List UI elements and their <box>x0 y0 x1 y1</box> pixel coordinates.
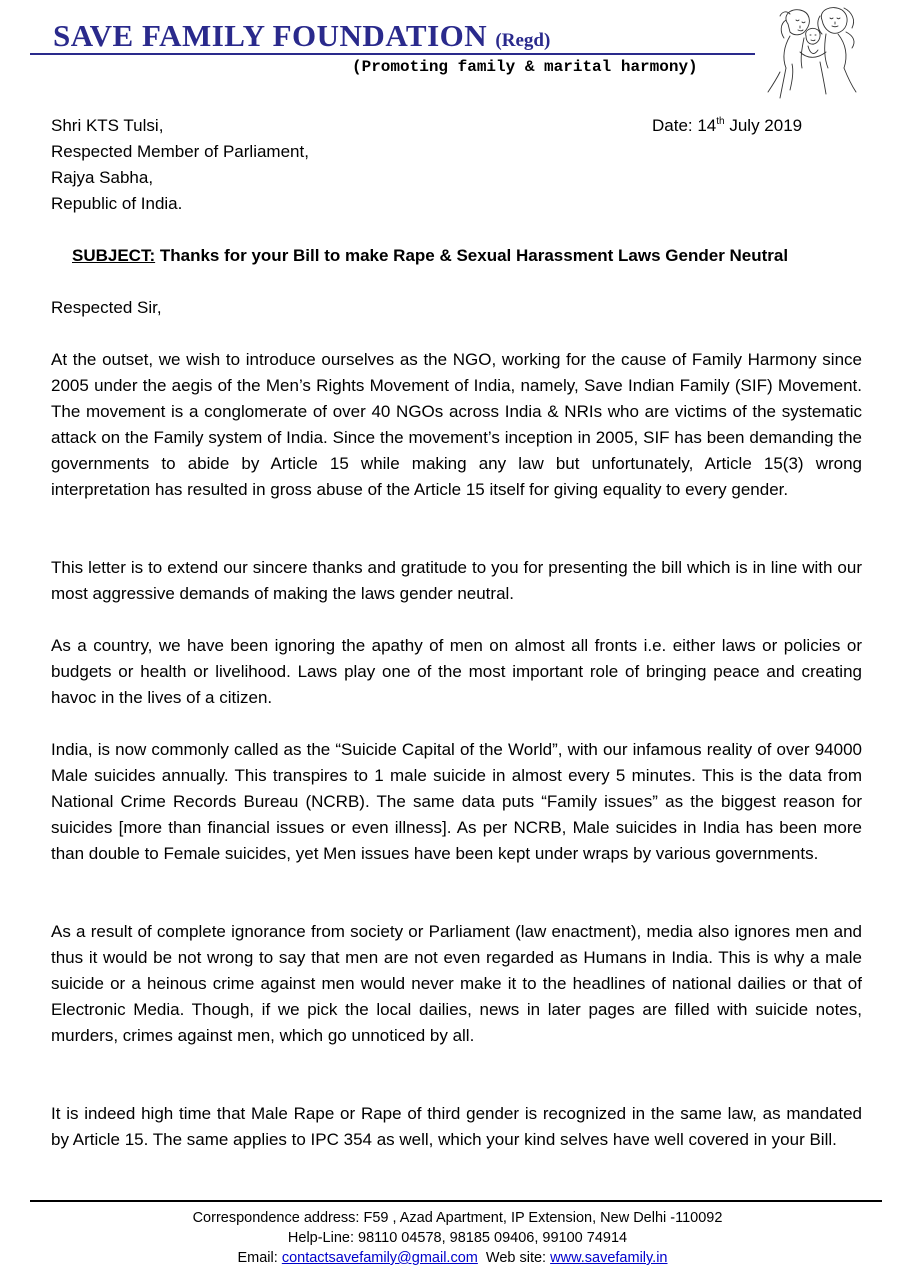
website-link[interactable]: www.savefamily.in <box>550 1250 668 1266</box>
date-rest: July 2019 <box>724 116 803 135</box>
date-label: Date: 14 <box>652 116 717 135</box>
date-ordinal: th <box>716 116 725 127</box>
email-link[interactable]: contactsavefamily@gmail.com <box>281 1250 478 1266</box>
body-paragraph: It is indeed high time that Male Rape or Rape of third gender is recognized in the same law, as mandated by Article 15. The same applies to IPC 354 as well, which your kind selves have well covered in your Bill. <box>51 1104 862 1149</box>
body-paragraph: As a country, we have been ignoring the apathy of men on almost all fronts i.e. either laws or policies or budgets or health or livelihood. Laws play one of the most important role of bringing peace and creating havoc in the lives of a citizen. <box>51 636 862 707</box>
email-label: Email: <box>237 1250 282 1266</box>
recipient-address <box>51 113 309 217</box>
recipient-line: Rajya Sabha, <box>51 168 154 187</box>
org-name: SAVE FAMILY FOUNDATION <box>53 18 488 53</box>
letter-date <box>652 113 802 139</box>
footer-helpline: Help-Line: 98110 04578, 98185 09406, 99100 74914 <box>287 1230 628 1246</box>
website-label: Web site: <box>477 1250 551 1266</box>
tagline: (Promoting family & marital harmony) <box>352 58 698 76</box>
salutation: Respected Sir, <box>51 298 162 317</box>
footer <box>0 1208 905 1268</box>
subject-line <box>72 243 788 269</box>
footer-contact <box>0 1248 905 1268</box>
recipient-line: Republic of India. <box>51 194 183 213</box>
family-sketch-icon <box>760 2 870 100</box>
body-paragraph: This letter is to extend our sincere thanks and gratitude to you for presenting the bill which is in line with our most aggressive demands of making the laws gender neutral. <box>51 558 862 603</box>
body-paragraph: At the outset, we wish to introduce ourselves as the NGO, working for the cause of Family Harmony since 2005 under the aegis of the Men’s Rights Movement of India, namely, Save Indian Family (SIF) Movement. The movement is a conglomerate of over 40 NGOs across India & NRIs who are victims of the systematic attack on the Family system of India. Since the movement’s inception in 2005, SIF has been demanding the governments to abide by Article 15 while making any law but unfortunately, Article 15(3) wrong interpretation has resulted in gross abuse of the Article 15 itself for giving equality to every gender. <box>51 350 862 499</box>
footer-divider <box>30 1200 882 1202</box>
subject-label: SUBJECT: <box>72 246 156 265</box>
footer-address: Correspondence address: F59 , Azad Apartment, IP Extension, New Delhi -110092 <box>192 1210 723 1226</box>
subject-text: Thanks for your Bill to make Rape & Sexual Harassment Laws Gender Neutral <box>155 246 789 265</box>
org-name-heading <box>53 18 550 54</box>
org-regd: (Regd) <box>495 30 551 51</box>
header-divider <box>30 53 755 55</box>
recipient-line: Respected Member of Parliament, <box>51 142 309 161</box>
body-paragraph: As a result of complete ignorance from society or Parliament (law enactment), media also ignores men and thus it would be not wrong to say that men are not even regarded as Humans in India. This is why a male suicide or a heinous crime against men would never make it to the headlines of national dailies or that of Electronic Media. Though, if we pick the local dailies, news in later pages are filled with suicide notes, murders, crimes against men, which go unnoticed by all. <box>51 922 862 1045</box>
body-paragraph: India, is now commonly called as the “Suicide Capital of the World”, with our infamous reality of over 94000 Male suicides annually. This transpires to 1 male suicide in almost every 5 minutes. This is the data from National Crime Records Bureau (NCRB). The same data puts “Family issues” as the biggest reason for suicides [more than financial issues or even illness]. As per NCRB, Male suicides in India has been more than double to Female suicides, yet Men issues have been kept under wraps by various governments. <box>51 740 862 863</box>
recipient-line: Shri KTS Tulsi, <box>51 116 164 135</box>
